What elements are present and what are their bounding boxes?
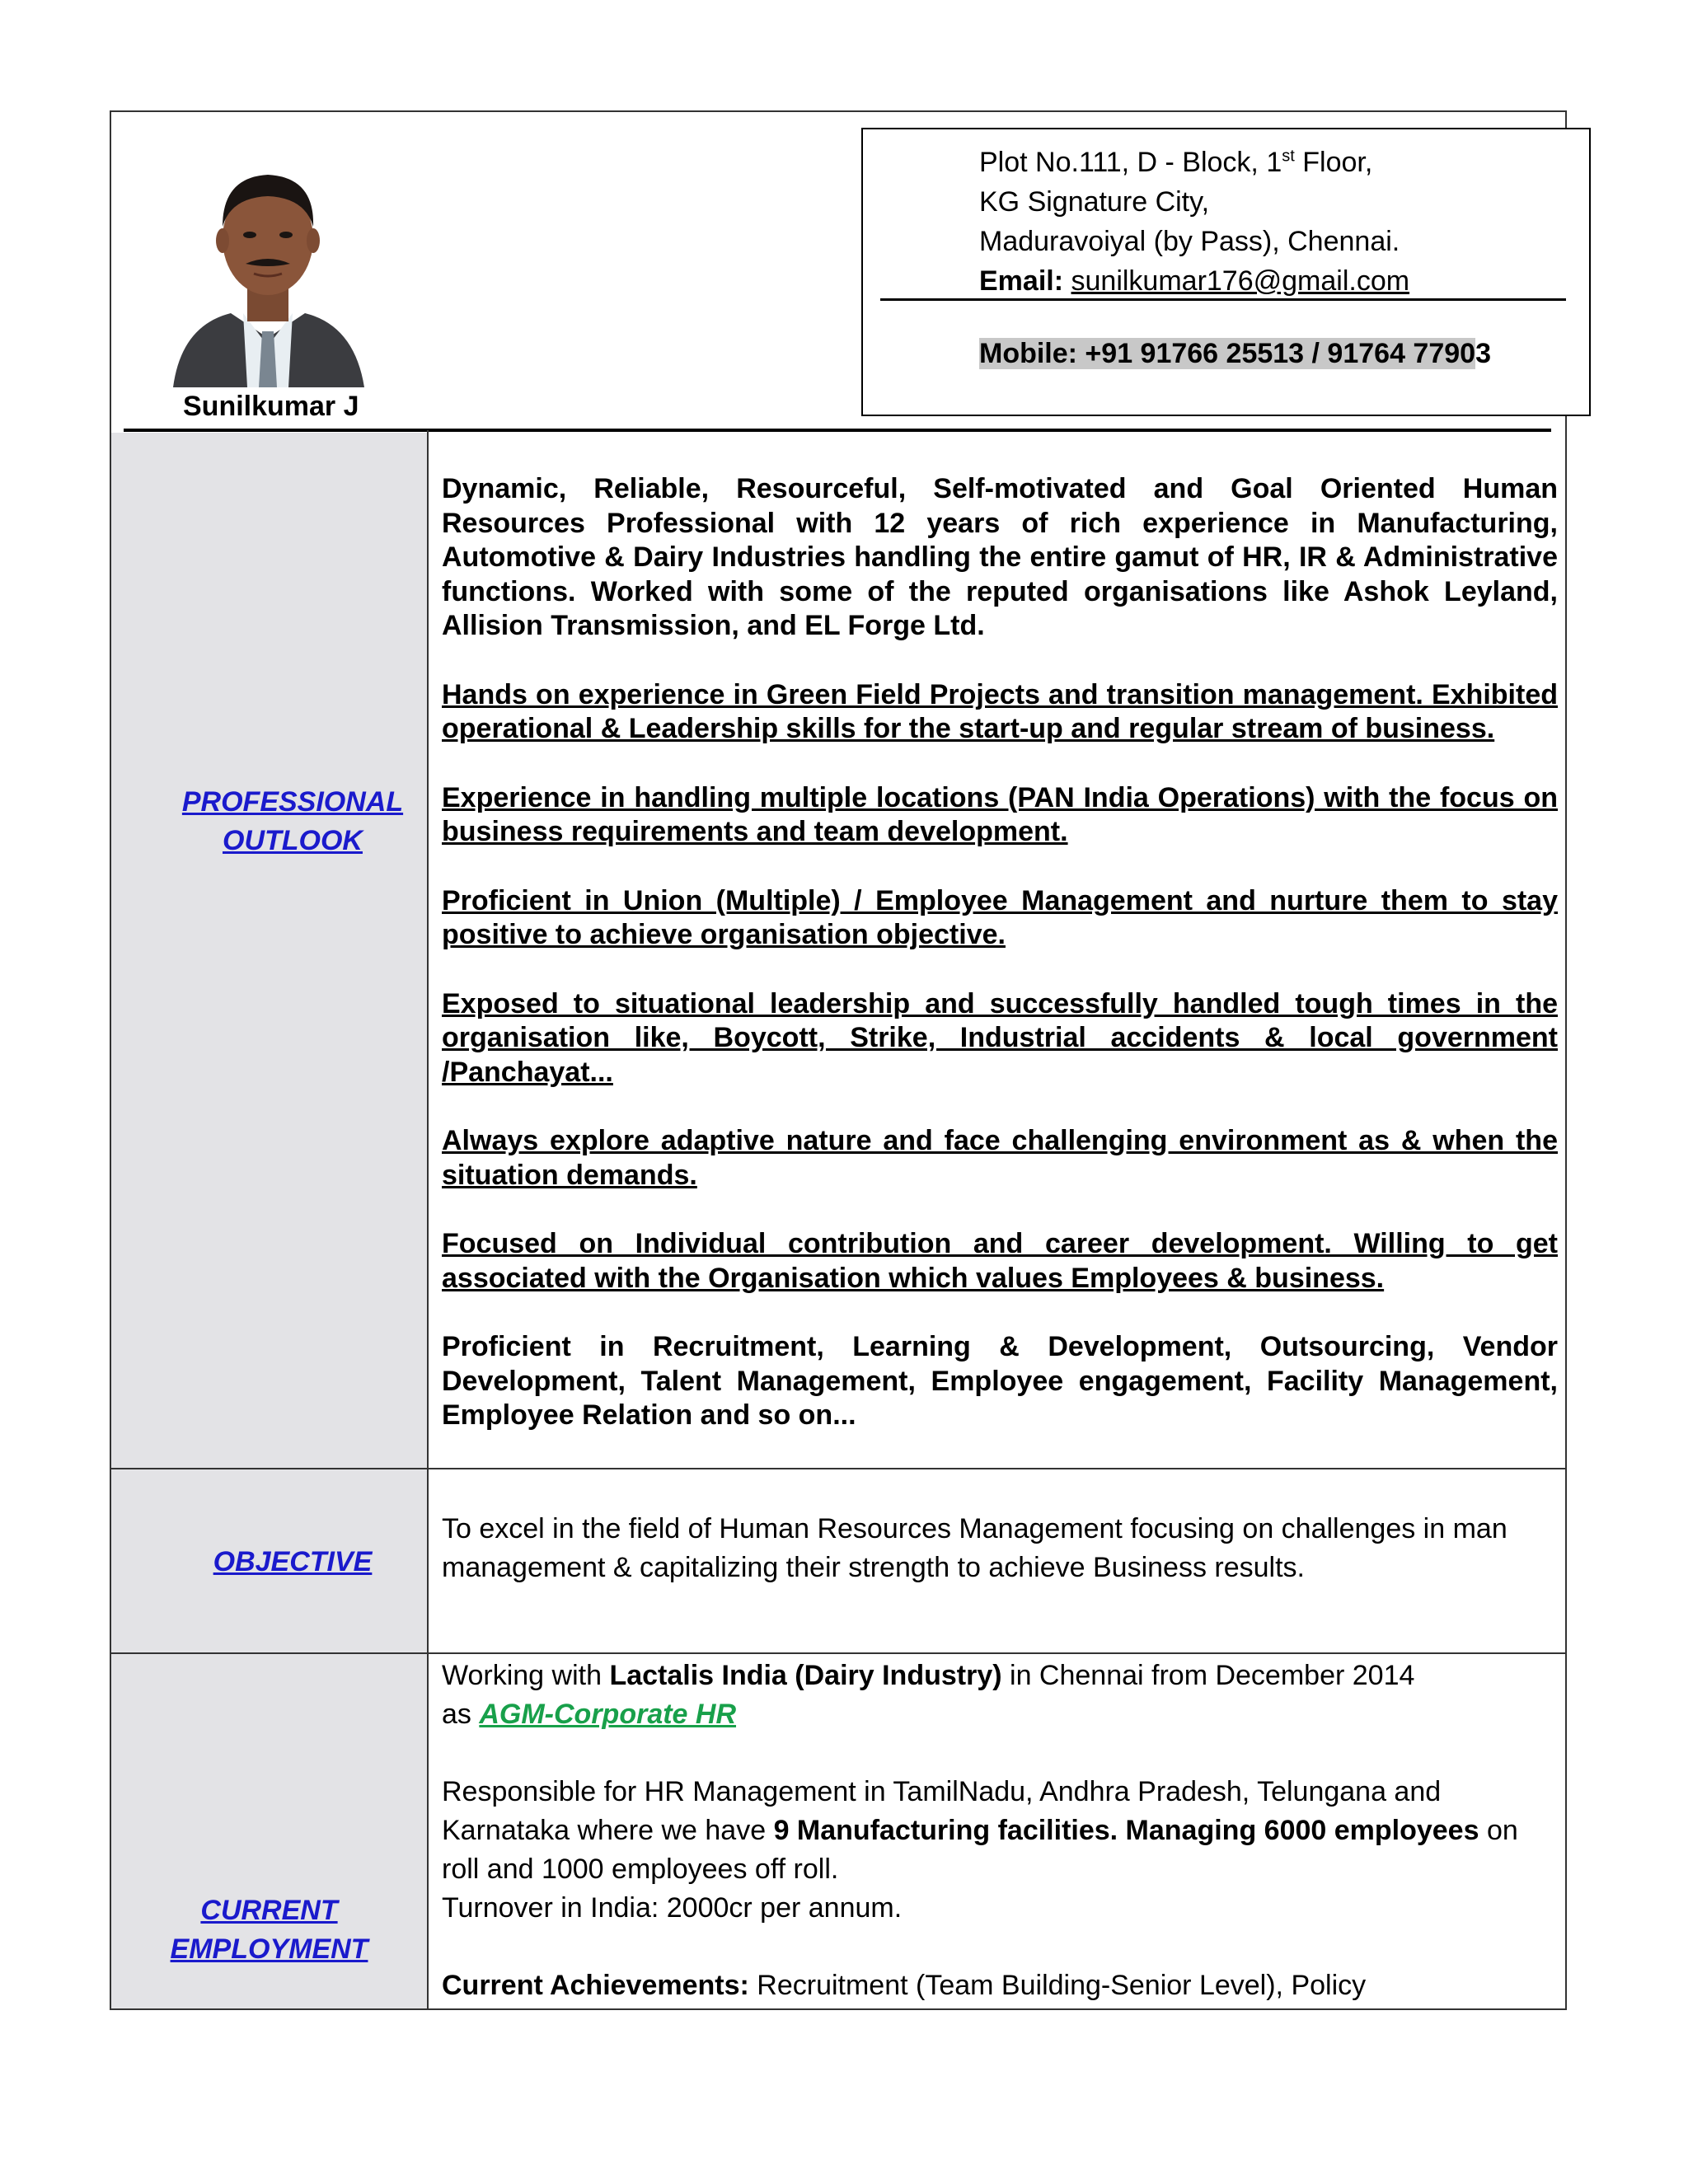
outlook-paragraph: Hands on experience in Green Field Projects and transition management. Exhibited operational & Leadership skills for the start-up and regular stream of business. — [442, 678, 1558, 744]
responsibility-text: Responsible for HR Management in TamilNadu, Andhra Pradesh, Telungana and Karnataka where we have 9 Manufacturing facilities. Managing 6000 employees on roll and 1000 employees off roll. — [442, 1776, 1518, 1885]
objective-content — [442, 1510, 1558, 1587]
turnover-text: Turnover in India: 2000cr per annum. — [442, 1892, 903, 1924]
candidate-name: Sunilkumar J — [183, 391, 359, 422]
section-label-objective: OBJECTIVE — [213, 1546, 373, 1577]
person-portrait-icon — [165, 148, 371, 387]
contact-divider — [880, 298, 1566, 301]
outlook-paragraph: Exposed to situational leadership and successfully handled tough times in the organisation like, Boycott, Strike, Industrial accidents & local government /Panchayat... — [442, 987, 1558, 1088]
objective-text: To excel in the field of Human Resources Management focusing on challenges in man management & capitalizing their strength to achieve Business results. — [442, 1513, 1507, 1583]
role-link[interactable]: AGM-Corporate HR — [479, 1699, 737, 1730]
row-divider-2 — [110, 1652, 1567, 1654]
employment-content — [442, 1657, 1558, 2005]
outlook-paragraph: Dynamic, Reliable, Resourceful, Self-motivated and Goal Oriented Human Resources Professional with 12 years of rich experience in Manufacturing, Automotive & Dairy Industries handling the entire gamut of HR, IR & Administrative functions. Worked with some of the reputed organisations like Ashok Leyland, Allision Transmission, and EL Forge Ltd. — [442, 473, 1558, 641]
achievements-label: Current Achievements: — [442, 1970, 749, 2001]
company-name: Lactalis India (Dairy Industry) — [609, 1660, 1002, 1691]
row-divider-1 — [110, 1468, 1567, 1469]
achievements-text: Current Achievements: Recruitment (Team Building-Senior Level), Policy — [442, 1970, 1367, 2001]
section-label-outlook: PROFESSIONAL OUTLOOK — [181, 786, 404, 856]
email-line — [979, 265, 1409, 298]
mobile-number: Mobile: +91 91766 25513 / 91764 77903 — [979, 338, 1491, 369]
outlook-paragraph: Always explore adaptive nature and face challenging environment as & when the situation demands. — [442, 1125, 1558, 1191]
employment-line-1: Working with Lactalis India (Dairy Industry) in Chennai from December 2014 — [442, 1660, 1415, 1691]
outlook-paragraph: Experience in handling multiple locations (PAN India Operations) with the focus on business requirements and team development. — [442, 781, 1558, 847]
address-line-1: Plot No.111, D - Block, 1st Floor, — [979, 147, 1373, 178]
address-line-2: KG Signature City, — [979, 186, 1210, 218]
header-divider — [124, 429, 1551, 432]
email-link[interactable]: sunilkumar176@gmail.com — [1071, 265, 1410, 297]
address-line-3: Maduravoiyal (by Pass), Chennai. — [979, 226, 1400, 257]
outlook-content — [442, 472, 1558, 1468]
section-label-employment: CURRENT EMPLOYMENT — [170, 1895, 368, 1965]
outlook-label-cell — [111, 433, 427, 1468]
email-label: Email: — [979, 265, 1064, 297]
outlook-paragraph: Focused on Individual contribution and career development. Willing to get associated with the Organisation which values Employees & business. — [442, 1228, 1558, 1294]
outlook-paragraph: Proficient in Recruitment, Learning & Development, Outsourcing, Vendor Development, Talent Management, Employee engagement, Facility Management, Employee Relation and so on... — [442, 1331, 1558, 1431]
employment-line-2: as AGM-Corporate HR — [442, 1699, 737, 1730]
column-divider — [427, 430, 429, 2008]
outlook-paragraph: Proficient in Union (Multiple) / Employee Management and nurture them to stay positive to achieve organisation objective. — [442, 884, 1558, 950]
